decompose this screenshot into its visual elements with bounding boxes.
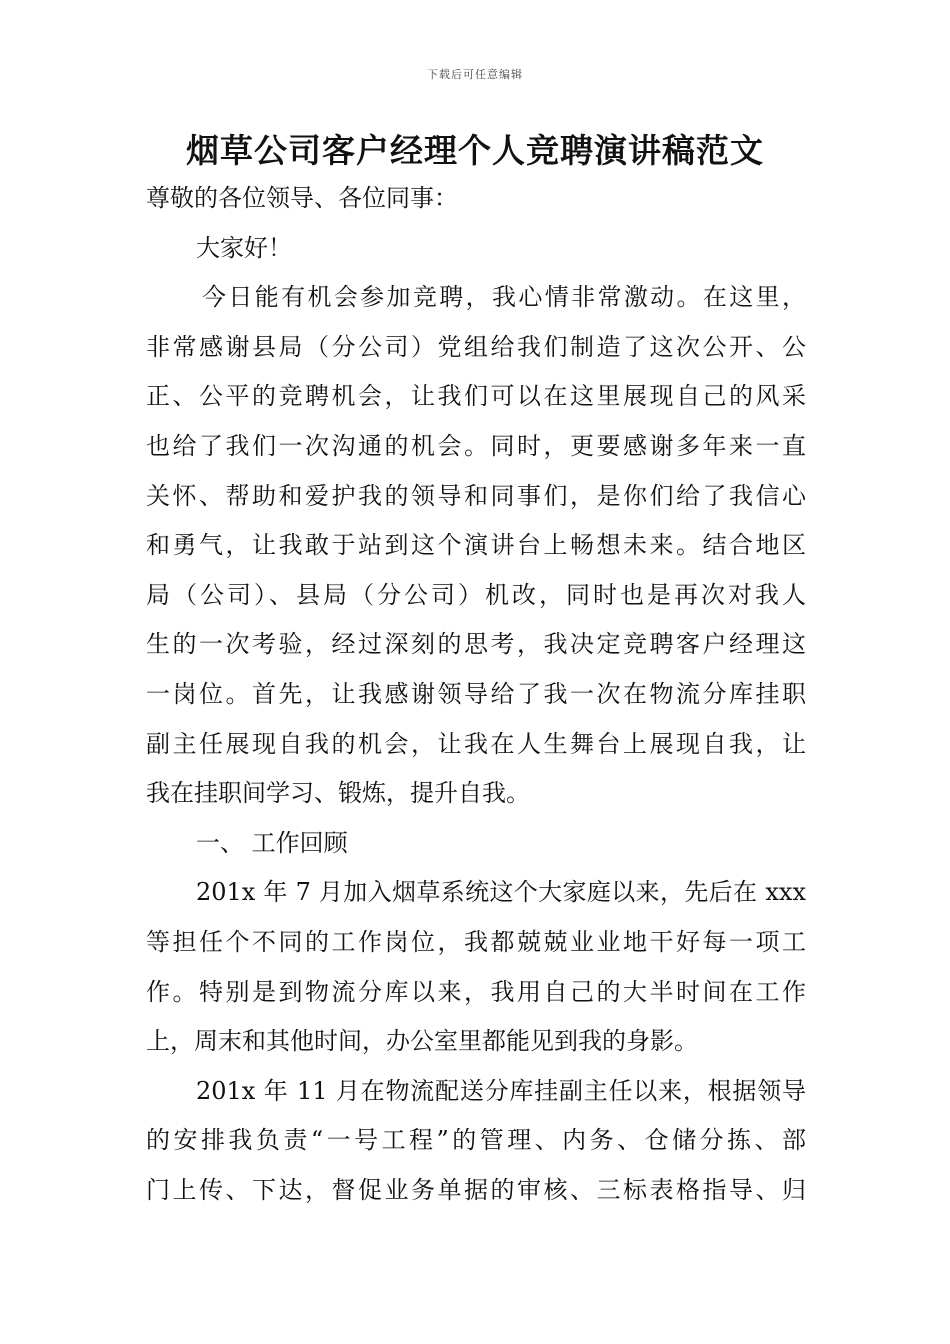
paragraph-line: 生的一次考验，经过深刻的思考，我决定竞聘客户经理这 [146,630,806,659]
header-note: 下载后可任意编辑 [427,68,523,81]
paragraph-line: 201x 年 11 月在物流配送分库挂副主任以来，根据领导 [196,1076,806,1105]
document-title: 烟草公司客户经理个人竞聘演讲稿范文 [186,131,764,170]
paragraph-line: 作。特别是到物流分库以来，我用自己的大半时间在工作 [146,977,806,1006]
paragraph-line: 关怀、帮助和爱护我的领导和同事们，是你们给了我信心 [146,481,806,510]
greeting-line: 大家好！ [196,233,292,262]
paragraph-line: 也给了我们一次沟通的机会。同时，更要感谢多年来一直 [146,431,806,460]
paragraph-line: 上，周末和其他时间，办公室里都能见到我的身影。 [146,1027,698,1056]
paragraph-line: 今日能有机会参加竞聘，我心情非常激动。在这里， [202,283,806,312]
paragraph-line: 门上传、下达，督促业务单据的审核、三标表格指导、归 [146,1175,806,1204]
paragraph-line: 副主任展现自我的机会，让我在人生舞台上展现自我，让 [146,729,806,758]
section-heading: 一、 工作回顾 [196,828,348,857]
paragraph-line: 非常感谢县局（分公司）党组给我们制造了这次公开、公 [146,332,806,361]
paragraph-line: 的安排我负责“一号工程”的管理、内务、仓储分拣、部 [146,1126,806,1155]
paragraph-line: 我在挂职间学习、锻炼，提升自我。 [146,779,530,808]
paragraph-line: 201x 年 7 月加入烟草系统这个大家庭以来，先后在 xxx [196,878,806,907]
paragraph-line: 一岗位。首先，让我感谢领导给了我一次在物流分库挂职 [146,679,806,708]
paragraph-line: 局（公司）、县局（分公司）机改，同时也是再次对我人 [146,580,806,609]
paragraph-line: 正、公平的竞聘机会，让我们可以在这里展现自己的风采 [146,382,806,411]
document-body [146,174,806,1215]
paragraph-line: 等担任个不同的工作岗位，我都兢兢业业地干好每一项工 [146,927,806,956]
paragraph-line: 和勇气，让我敢于站到这个演讲台上畅想未来。结合地区 [146,531,806,560]
salutation-line: 尊敬的各位领导、各位同事： [146,184,458,212]
